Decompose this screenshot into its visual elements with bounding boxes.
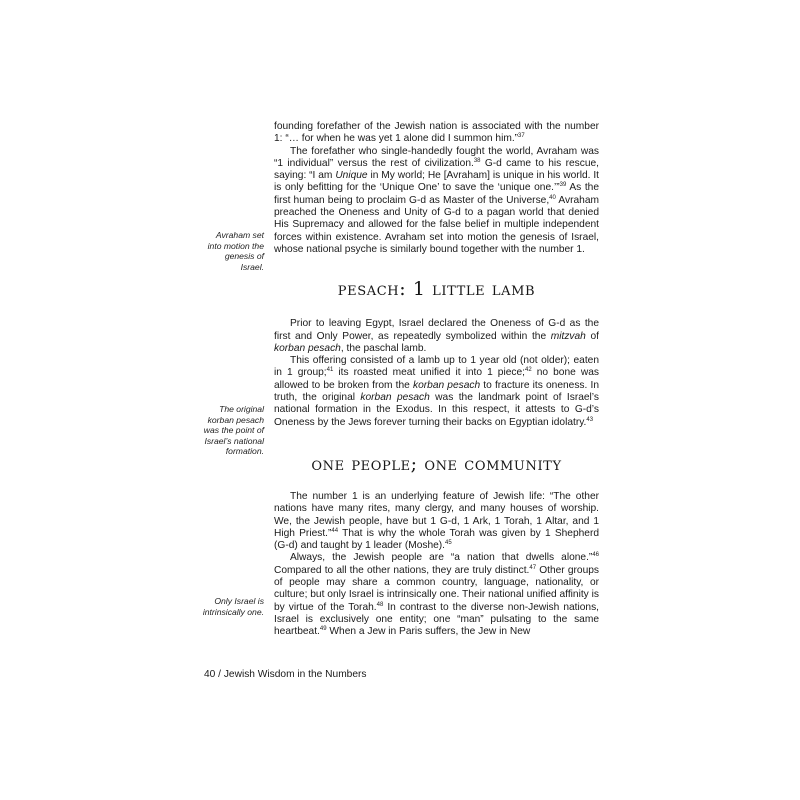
paragraph: founding forefather of the Jewish nation is associated with the number 1: “… for when he was yet 1 alone did I summon him.”$^{37}$ [274,121,599,145]
main-text-column [274,121,599,639]
footnote-ref: 42 [525,367,532,374]
paragraph: Always, the Jewish people are “a nation that dwells alone.”$^{46}$ Compared to all the other nations, they are truly distinct.$^{47}$ Other groups of people may share a common country, language, nationality, or culture; but only Israel is intrinsically one. Their national unified affinity is by virtue of the Torah.$^{48}$ In contrast to the diverse non-Jewish nations, Israel is exclusively one entity; one “man” pulsating to the same heartbeat.$^{49}$ When a Jew in Paris suffers, the Jew in New [274,552,599,638]
footnote-ref: 38 [473,157,481,164]
footnote-ref: 43 [586,416,594,423]
page-footer: 40 / Jewish Wisdom in the Numbers [204,669,367,680]
footnote-ref: 48 [376,601,384,608]
footnote-ref: 40 [549,194,556,201]
footnote-ref: 46 [592,552,599,559]
footnote-ref: 45 [445,540,452,547]
margin-note-avraham: Avraham set into motion the genesis of Israel. [207,230,264,272]
footnote-ref: 49 [319,626,327,633]
margin-note-korban-pesach: The original korban pesach was the point of Israel’s national formation. [203,404,264,457]
paragraph: The number 1 is an underlying feature of Jewish life: “The other nations have many rites, many clergy, and many houses of worship. We, the Jewish people, have but 1 G-d, 1 Ark, 1 Torah, 1 Altar, and 1 High Priest.”$^{44}$ That is why the whole Torah was given by 1 Shepherd (G-d) and taught by 1 leader (Moshe).$^{45}$ [274,490,599,552]
footnote-ref: 41 [326,367,334,374]
paragraph: This offering consisted of a lamb up to 1 year old (not older); eaten in 1 group;$^{41}$ its roasted meat unified it into 1 piece;$^{42}$ no bone was allowed to be broken from the korban pesach to fracture its oneness. In truth, the original korban pesach was the landmark point of Israel’s national formation in the Exodus. In this respect, it attests to G-d’s Oneness by the Jews forever turning their backs on Egyptian idolatry.$^{43}$ [274,355,599,428]
section-heading-pesach: pesach: 1 little lamb [337,278,536,301]
paragraph: Prior to leaving Egypt, Israel declared the Oneness of G-d as the first and Only Power, as repeatedly symbolized within the mitzvah of korban pesach, the paschal lamb. [274,318,599,354]
footnote-ref: 44 [331,527,339,534]
footnote-ref: 47 [529,564,537,571]
footnote-ref: 39 [559,182,567,189]
footnote-ref: 37 [518,133,525,140]
section-heading-one-people: one people; one community [311,452,562,475]
margin-note-israel-one: Only Israel is intrinsically one. [202,596,264,617]
paragraph: The forefather who single-handedly fought the world, Avraham was “1 individual” versus the rest of civilization.$^{38}$ G-d came to his rescue, saying: “I am Unique in My world; He [Avraham] is unique in his world. It is only befitting for the ‘Unique One’ to save the ‘unique one.’”$^{39}$ As the first human being to proclaim G-d as Master of the Universe,$^{40}$ Avraham preached the Oneness and Unity of G-d to a pagan world that denied His Supremacy and allowed for the false belief in multiple independent forces within existence. Avraham set into motion the genesis of Israel, whose national psyche is similarly bound together with the number 1. [274,145,599,255]
